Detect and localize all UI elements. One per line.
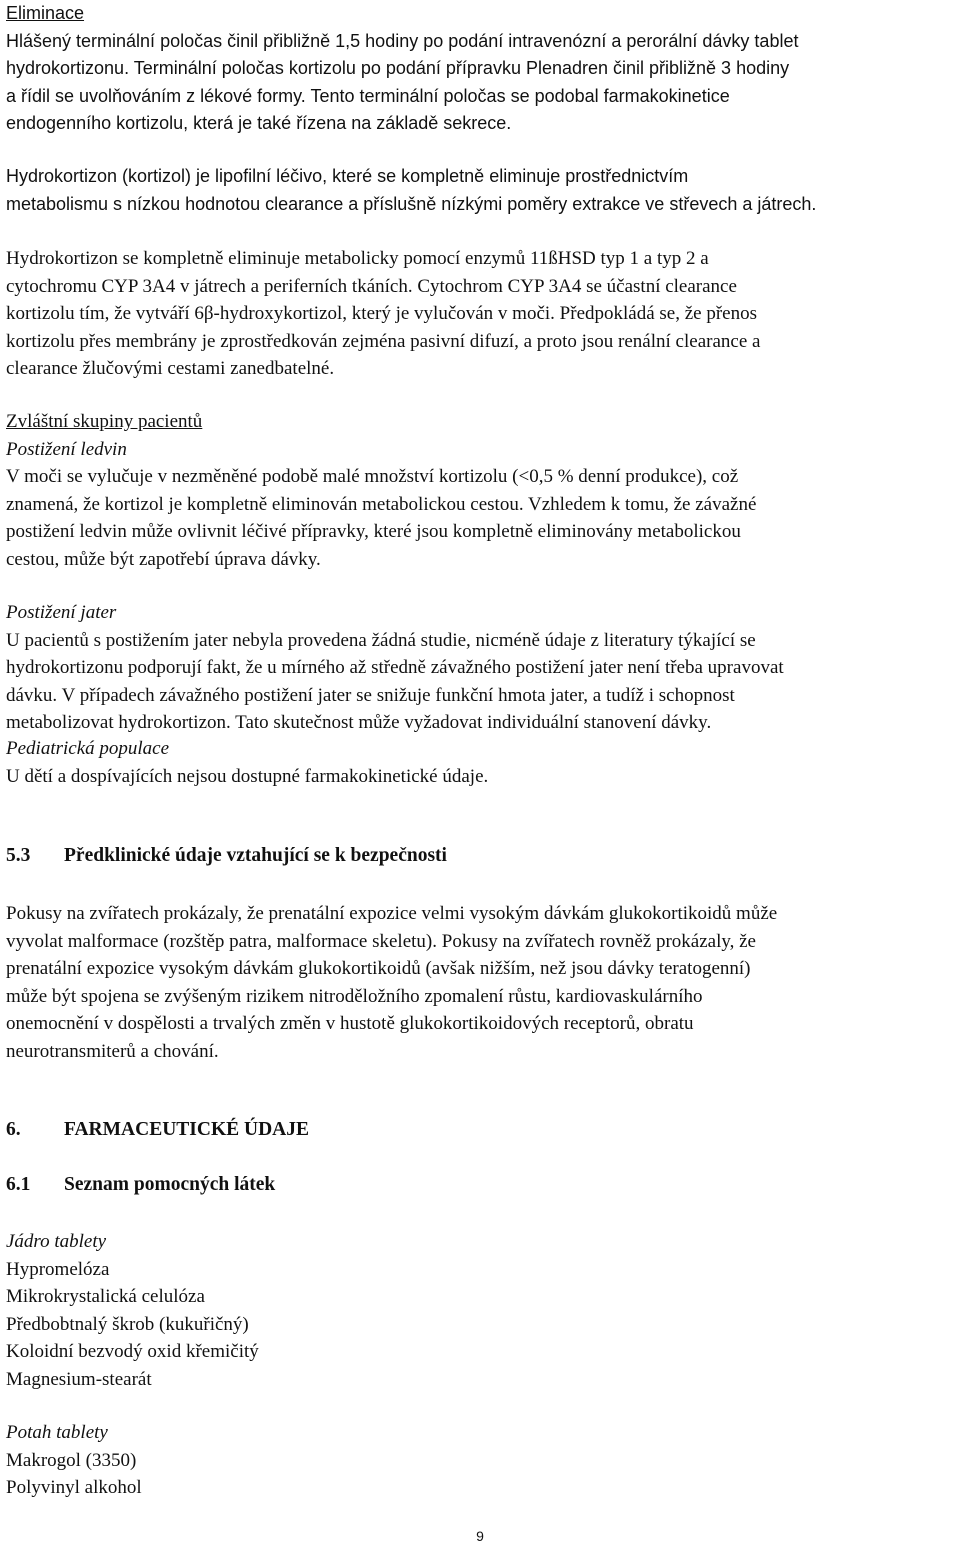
- preclinical-paragraph: [6, 900, 942, 1065]
- tablet-core-heading: Jádro tablety: [6, 1231, 107, 1252]
- elimination-p3-line-3: kortizolu tím, že vytváří 6β-hydroxykortizol, který je vylučován v moči. Předpokládá se, že přenos: [6, 303, 757, 324]
- elimination-p1-line-4: endogenního kortizolu, která je také řízena na základě sekrece.: [6, 113, 512, 133]
- elimination-p3-line-2: cytochromu CYP 3A4 v játrech a periferních tkáních. Cytochrom CYP 3A4 se účastní clearance: [6, 275, 737, 297]
- renal-line-2: znamená, že kortizol je kompletně eliminován metabolickou cestou. Vzhledem k tomu, že závažné: [6, 493, 757, 515]
- elimination-p1-line-2: hydrokortizonu. Terminální poločas kortizolu po podání přípravku Plenadren činil přibližně 3 hodiny: [6, 58, 790, 78]
- elimination-p1-line-3: a řídil se uvolňováním z lékové formy. Tento terminální poločas se podobal farmakokinetice: [6, 85, 730, 106]
- core-item-3: Předbobtnalý škrob (kukuřičný): [6, 1313, 249, 1335]
- preclinical-line-4: může být spojena se zvýšeným rizikem nitroděložního zpomalení růstu, kardiovaskulárního: [6, 985, 703, 1007]
- hepatic-line-2: hydrokortizonu podporují fakt, že u mírného až středně závažného postižení jater není třeba upravovat: [6, 657, 784, 678]
- page-number: 9: [476, 1528, 484, 1544]
- tablet-coating-heading: Potah tablety: [6, 1422, 108, 1443]
- section-6-title: FARMACEUTICKÉ ÚDAJE: [64, 1119, 310, 1140]
- section-6-number: 6.: [6, 1119, 21, 1140]
- pediatric-heading: Pediatrická populace: [6, 738, 170, 759]
- renal-line-1: V moči se vylučuje v nezměněné podobě malé množství kortizolu (<0,5 % denní produkce), což: [6, 466, 739, 487]
- renal-line-3: postižení ledvin může ovlivnit léčivé přípravky, které jsou kompletně eliminovány metabolickou: [6, 521, 741, 542]
- elimination-p3-line-4: kortizolu přes membrány je zprostředkován zejména pasivní difuzí, a proto jsou renální clearance a: [6, 330, 761, 352]
- hepatic-impairment-section: [6, 599, 942, 737]
- elimination-paragraph-3: [6, 245, 942, 383]
- tablet-core-list: [6, 1228, 942, 1393]
- preclinical-line-6: neurotransmiterů a chování.: [6, 1040, 219, 1062]
- elimination-p2-line-2: metabolismu s nízkou hodnotou clearance a příslušně nízkými poměry extrakce ve střevech a játrech.: [6, 193, 817, 214]
- preclinical-line-1: Pokusy na zvířatech prokázaly, že prenatální expozice velmi vysokým dávkám glukokortikoidů může: [6, 903, 778, 924]
- section-6-1-heading: [6, 1174, 275, 1196]
- elimination-p3-line-5: clearance žlučovými cestami zanedbatelné.: [6, 358, 335, 379]
- elimination-paragraph-2: [6, 163, 942, 218]
- preclinical-line-5: onemocnění v dospělosti a trvalých změn v hustotě glukokortikoidových receptorů, obratu: [6, 1013, 694, 1034]
- preclinical-line-3: prenatální expozice vysokým dávkám glukokortikoidů (avšak nižším, než jsou dávky teratogenní): [6, 958, 751, 979]
- coat-item-1: Makrogol (3350): [6, 1449, 137, 1471]
- core-item-1: Hypromelóza: [6, 1258, 110, 1280]
- renal-line-4: cestou, může být zapotřebí úprava dávky.: [6, 548, 321, 570]
- section-5-3-heading: [6, 845, 447, 867]
- section-6-1-title: Seznam pomocných látek: [64, 1174, 276, 1195]
- elimination-section: [6, 0, 942, 138]
- core-item-2: Mikrokrystalická celulóza: [6, 1286, 205, 1307]
- hepatic-line-1: U pacientů s postižením jater nebyla provedena žádná studie, nicméně údaje z literatury týkající se: [6, 629, 756, 651]
- preclinical-line-2: vyvolat malformace (rozštěp patra, malformace skeletu). Pokusy na zvířatech rovněž prokázaly, že: [6, 930, 756, 952]
- coat-item-2: Polyvinyl alkohol: [6, 1477, 142, 1498]
- section-6-heading: [6, 1119, 309, 1141]
- hepatic-line-4: metabolizovat hydrokortizon. Tato skutečnost může vyžadovat individuální stanovení dávky.: [6, 712, 712, 733]
- tablet-coating-list: [6, 1419, 942, 1502]
- hepatic-line-3: dávku. V případech závažného postižení jater se snižuje funkční hmota jater, a tudíž i schopnost: [6, 684, 735, 706]
- elimination-p1-line-1: Hlášený terminální poločas činil přibližně 1,5 hodiny po podání intravenózní a perorální dávky tablet: [6, 30, 799, 51]
- section-5-3-title: Předklinické údaje vztahující se k bezpečnosti: [64, 845, 447, 866]
- pediatric-section: [6, 735, 942, 790]
- elimination-heading: Eliminace: [6, 3, 85, 23]
- hepatic-impairment-heading: Postižení jater: [6, 602, 117, 623]
- section-5-3-number: 5.3: [6, 845, 31, 866]
- elimination-p2-line-1: Hydrokortizon (kortizol) je lipofilní léčivo, které se kompletně eliminuje prostřednictvím: [6, 166, 689, 186]
- core-item-5: Magnesium-stearát: [6, 1368, 152, 1390]
- section-6-1-number: 6.1: [6, 1174, 31, 1195]
- pediatric-line-1: U dětí a dospívajících nejsou dostupné farmakokinetické údaje.: [6, 765, 489, 787]
- core-item-4: Koloidní bezvodý oxid křemičitý: [6, 1341, 259, 1362]
- renal-impairment-heading: Postižení ledvin: [6, 438, 127, 460]
- special-populations-section: [6, 408, 942, 573]
- elimination-p3-line-1: Hydrokortizon se kompletně eliminuje metabolicky pomocí enzymů 11ßHSD typ 1 a typ 2 a: [6, 248, 709, 269]
- special-populations-heading: Zvláštní skupiny pacientů: [6, 411, 203, 432]
